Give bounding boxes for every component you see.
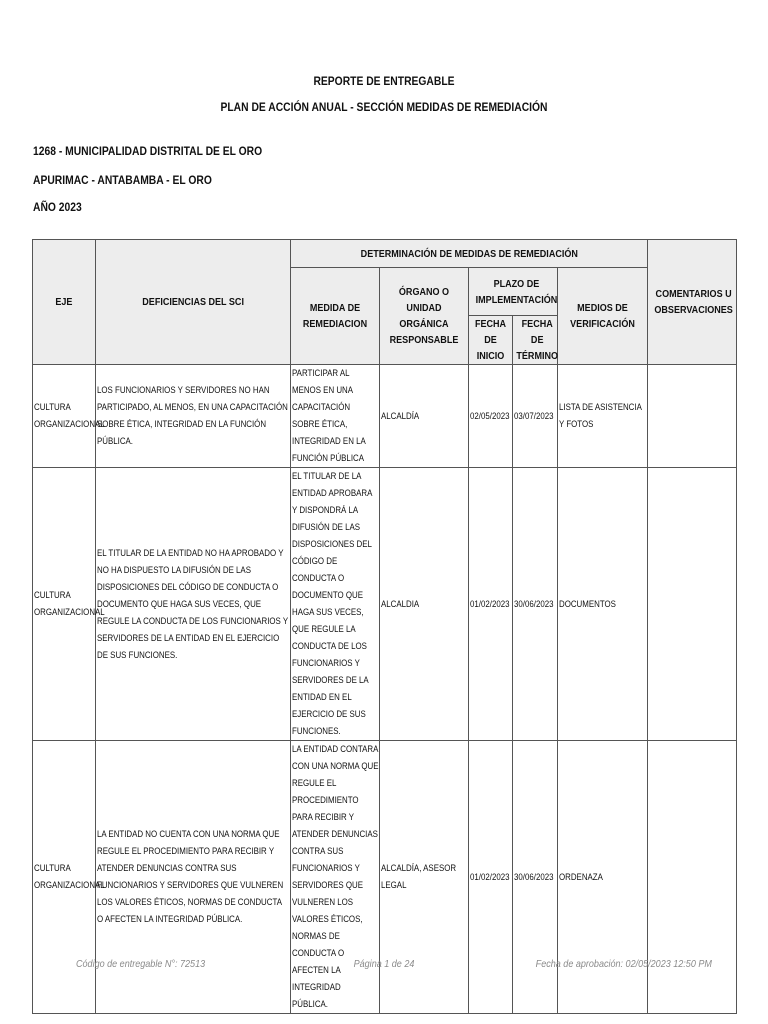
cell-eje: CULTURA ORGANIZACIONAL bbox=[33, 468, 96, 741]
cell-organo: ALCALDÍA, ASESOR LEGAL bbox=[380, 741, 469, 1014]
cell-medida: EL TITULAR DE LA ENTIDAD APROBARA Y DISPONDRÁ LA DIFUSIÓN DE LAS DISPOSICIONES DEL CÓDIGO DE CONDUCTA O DOCUMENTO QUE HAGA SUS VECES, QUE REGULE LA CONDUCTA DE LOS FUNCIONARIOS Y SERVIDORES DE LA ENTIDAD EN EL EJERCICIO DE SUS FUNCIONES. bbox=[291, 468, 380, 741]
cell-comentarios bbox=[648, 468, 737, 741]
cell-organo: ALCALDIA bbox=[380, 468, 469, 741]
header-deficiencias: DEFICIENCIAS DEL SCI bbox=[96, 240, 291, 365]
cell-eje: CULTURA ORGANIZACIONAL bbox=[33, 741, 96, 1014]
report-subtitle: PLAN DE ACCIÓN ANUAL - SECCIÓN MEDIDAS DE REMEDIACIÓN bbox=[220, 100, 548, 114]
remediation-table bbox=[32, 239, 737, 1014]
report-year: AÑO 2023 bbox=[33, 200, 82, 214]
cell-deficiencia: EL TITULAR DE LA ENTIDAD NO HA APROBADO Y NO HA DISPUESTO LA DIFUSIÓN DE LAS DISPOSICIONES DEL CÓDIGO DE CONDUCTA O DOCUMENTO QUE HAGA SUS VECES, QUE REGULE LA CONDUCTA DE LOS FUNCIONARIOS Y SERVIDORES DE LA ENTIDAD EN EL EJERCICIO DE SUS FUNCIONES. bbox=[96, 468, 291, 741]
report-title: REPORTE DE ENTREGABLE bbox=[313, 74, 455, 88]
cell-medios: LISTA DE ASISTENCIA Y FOTOS bbox=[558, 365, 648, 468]
table-row bbox=[33, 741, 737, 1014]
header-medios: MEDIOS DE VERIFICACIÓN bbox=[558, 268, 648, 365]
table-row bbox=[33, 365, 737, 468]
cell-comentarios bbox=[648, 365, 737, 468]
header-determinacion: DETERMINACIÓN DE MEDIDAS DE REMEDIACIÓN bbox=[291, 240, 648, 268]
footer-deliverable-code: Código de entregable N°: 72513 bbox=[76, 958, 206, 970]
header-fecha-inicio: FECHA DE INICIO bbox=[469, 316, 513, 365]
header-eje: EJE bbox=[33, 240, 96, 365]
cell-fecha-termino: 03/07/2023 bbox=[513, 365, 558, 468]
cell-medida: LA ENTIDAD CONTARA CON UNA NORMA QUE REGULE EL PROCEDIMIENTO PARA RECIBIR Y ATENDER DENUNCIAS CONTRA SUS FUNCIONARIOS Y SERVIDORES QUE VULNEREN LOS VALORES ÉTICOS, NORMAS DE CONDUCTA O AFECTEN LA INTEGRIDAD PÚBLICA. bbox=[291, 741, 380, 1014]
entity-location: APURIMAC - ANTABAMBA - EL ORO bbox=[33, 173, 212, 187]
footer-page-number: Página 1 de 24 bbox=[353, 958, 415, 970]
cell-fecha-inicio: 01/02/2023 bbox=[469, 741, 513, 1014]
cell-comentarios bbox=[648, 741, 737, 1014]
footer-approval-date: Fecha de aprobación: 02/05/2023 12:50 PM bbox=[535, 958, 712, 970]
entity-name: 1268 - MUNICIPALIDAD DISTRITAL DE EL ORO bbox=[33, 144, 263, 158]
cell-fecha-inicio: 02/05/2023 bbox=[469, 365, 513, 468]
header-organo: ÓRGANO O UNIDAD ORGÁNICA RESPONSABLE bbox=[380, 268, 469, 365]
cell-medida: PARTICIPAR AL MENOS EN UNA CAPACITACIÓN SOBRE ÉTICA, INTEGRIDAD EN LA FUNCIÓN PÚBLICA bbox=[291, 365, 380, 468]
header-fecha-termino: FECHA DE TÉRMINO bbox=[513, 316, 558, 365]
cell-fecha-inicio: 01/02/2023 bbox=[469, 468, 513, 741]
cell-organo: ALCALDÍA bbox=[380, 365, 469, 468]
cell-deficiencia: LOS FUNCIONARIOS Y SERVIDORES NO HAN PARTICIPADO, AL MENOS, EN UNA CAPACITACIÓN SOBRE ÉTICA, INTEGRIDAD EN LA FUNCIÓN PÚBLICA. bbox=[96, 365, 291, 468]
cell-fecha-termino: 30/06/2023 bbox=[513, 741, 558, 1014]
cell-medios: ORDENAZA bbox=[558, 741, 648, 1014]
table-row bbox=[33, 468, 737, 741]
header-medida: MEDIDA DE REMEDIACION bbox=[291, 268, 380, 365]
cell-deficiencia: LA ENTIDAD NO CUENTA CON UNA NORMA QUE REGULE EL PROCEDIMIENTO PARA RECIBIR Y ATENDER DENUNCIAS CONTRA SUS FUNCIONARIOS Y SERVIDORES QUE VULNEREN LOS VALORES ÉTICOS, NORMAS DE CONDUCTA O AFECTEN LA INTEGRIDAD PÚBLICA. bbox=[96, 741, 291, 1014]
cell-eje: CULTURA ORGANIZACIONAL bbox=[33, 365, 96, 468]
cell-medios: DOCUMENTOS bbox=[558, 468, 648, 741]
header-plazo: PLAZO DE IMPLEMENTACIÓN bbox=[469, 268, 558, 316]
header-comentarios: COMENTARIOS U OBSERVACIONES bbox=[648, 240, 737, 365]
cell-fecha-termino: 30/06/2023 bbox=[513, 468, 558, 741]
